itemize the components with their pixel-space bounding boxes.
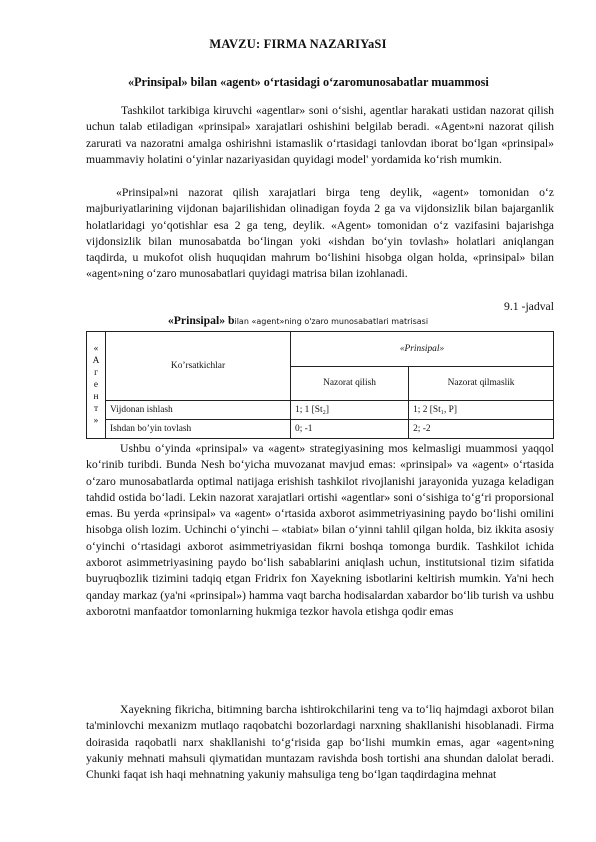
principal-header: «Prinsipal» [291, 332, 554, 367]
page-title: MAVZU: FIRMA NAZARIYaSI [209, 37, 387, 51]
table-row [87, 401, 554, 420]
no-control-header: Nazorat qilmaslik [409, 366, 554, 401]
table-cell: 2; -2 [409, 420, 554, 439]
agent-letter: г [94, 368, 98, 378]
row-label: Vijdonan ishlash [106, 401, 291, 420]
section-subtitle: «Prinsipal» bilan «agent» o‘rtasidagi o‘zaromunosabatlar muammosi [128, 75, 489, 89]
paragraph-2: «Prinsipal»ni nazorat qilish xarajatlari birga teng deylik, «agent» tomonidan o‘z majburiyatlarining vijdonan bajarilishidan olinadigan foyda 2 ga va vijdonsizlik bilan bajarganlik holatlaridagi yo‘qotishlar esa 2 ga teng, deylik. «Agent» tomonidan o‘z vazifasini bajarishga vijdonsizlik bilan munosabatda bo‘lingan yoki «ishdan bo‘yin tovlash» holatlari aniqlangan taqdirda, u mukofot olish huquqidan mahrum bo‘lishini hisobga olgan holda, «prinsipal» bilan «agent»ning o‘zaro munosabatlari quyidagi matrisa bilan izohlanadi. [86, 186, 554, 281]
paragraph-1: Tashkilot tarkibiga kiruvchi «agentlar» soni o‘sishi, agentlar harakati ustidan nazorat qilish uchun talab etiladigan «prinsipal» xarajatlari oshishini belgilab beradi. «Agent»ni nazorat qilish zarurati va nazoratni amalga oshirishni istamaslik o‘rtasidagi tanlovdan iborat bo‘lgan «prinsipal» muammaviy holatini o‘yinlar nazariyasidan quyidagi model' yordamida ko‘rish mumkin. [86, 104, 554, 166]
indicators-header: Ko’rsatkichlar [106, 332, 291, 401]
table-cell: 1; 1 [St₂] [291, 401, 409, 420]
control-header: Nazorat qilish [291, 366, 409, 401]
agent-column-header [87, 332, 106, 439]
table-caption [0, 314, 596, 327]
table-cell: 1; 2 [St₁, P] [409, 401, 554, 420]
table-cell: 0; -1 [291, 420, 409, 439]
agent-letter: А [92, 356, 100, 366]
table-number: 9.1 -jadval [504, 300, 554, 313]
agent-letter: е [93, 380, 99, 390]
paragraph-3: Ushbu o‘yinda «prinsipal» va «agent» strategiyasining mos kelmasligi muammosi yaqqol ko‘rinib turibdi. Bunda Nesh bo‘yicha muvozanat mavjud emas: «prinsipal» va «agent» o‘rtasida o‘zaro munosabatlarda optimal natijaga erishish tashkilot rivojlanishi jarayonida yuzaga keladigan tahdid ostida bo‘ladi. Lekin nazorat xarajatlari ortishi «agentlar» soni o‘sishiga to‘g‘ri proporsional emas. Bu yerda «prinsipal» va «agent» o‘rtasida axborot asimmetriyasining paydo bo‘lishi omilini hisobga olish lozim. Uchinchi o‘yinchi – «tabiat» bilan o‘yinni tahlil qilgan holda, biz ikkita asosiy o‘yinchi o‘rtasidagi axborot asimmetriyasidan fikrni boshqa tomonga burdik. Tashkilot ichida axborot asimmetriyasining paydo bo‘lish sabablarini aniqlash uchun, institutsional tizim sifatida buyruqbozlik tizimini tadqiq etgan Fridrix fon Xayekning isbotlarini keltirish mumkin. Ya'ni hech qanday markaz (ya'ni «prinsipal») hamma vaqt barcha hodisalardan xabardor bo‘lib turish va ushbu axborotni manfaatdor tomonlarning hukmiga tezkor havola etishga qodir emas [86, 442, 554, 618]
table-caption-rest: ilan «agent»ning o'zaro munosabatlari matrisasi [234, 317, 429, 326]
agent-letter: » [93, 416, 99, 426]
row-label: Ishdan bo’yin tovlash [106, 420, 291, 439]
table-caption-bold: «Prinsipal» b [167, 314, 235, 327]
agent-letter: т [93, 404, 99, 414]
paragraph-4: Xayekning fikricha, bitimning barcha ishtirokchilarini teng va to‘liq hajmdagi axborot bilan ta'minlovchi mexanizm mutlaqo raqobatchi bozorlardagi narxning shakllanishi hisoblanadi. Firma doirasida raqobatli narx shakllanishi to‘g‘risida gap bo‘lishi mumkin emas, agar «agent»ning yakuniy mehnati mahsuli qiymatidan muntazam ravishda bosh tortishi ana shundan dalolat beradi. Chunki faqat ish haqi mehnatning yakuniy mahsuliga teng bo‘lgan taqdirdagina mehnat [86, 703, 554, 782]
table-row [87, 420, 554, 439]
payoff-matrix-table [86, 331, 554, 439]
agent-letter: « [93, 344, 99, 354]
agent-letter: н [93, 392, 99, 402]
